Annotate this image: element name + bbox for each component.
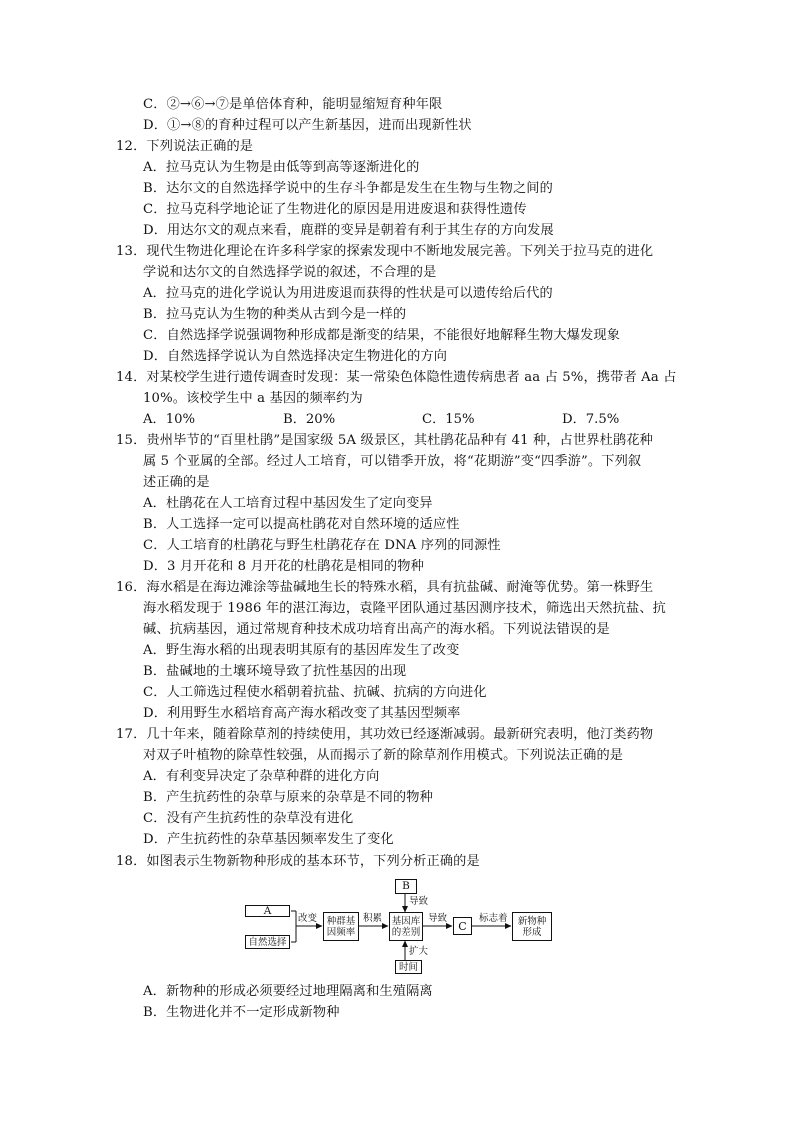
q14-stem-line1: 14．对某校学生进行遗传调查时发现：某一常染色体隐性遗传病患者 aa 占 5%，携带者 Aa 占: [116, 370, 677, 385]
box-b: B: [395, 879, 417, 894]
q17-option-c: C．没有产生抗药性的杂草没有进化: [143, 811, 354, 826]
q14-option-d: D．7.5%: [562, 412, 620, 427]
label-accumulate: 积累: [363, 913, 383, 924]
q14-option-b: B．20%: [283, 412, 336, 427]
label-change: 改变: [298, 913, 318, 924]
q18-stem: 18．如图表示生物新物种形成的基本环节，下列分析正确的是: [116, 854, 480, 869]
q15-stem-line1: 15．贵州毕节的“百里杜鹃”是国家级 5A 级景区，其杜鹃花品种有 41 种，占世界杜鹃花种: [116, 433, 653, 448]
q12-stem: 12．下列说法正确的是: [116, 139, 254, 154]
q15-option-a: A．杜鹃花在人工培育过程中基因发生了定向变异: [143, 496, 433, 511]
q15-stem-line3: 述正确的是: [143, 475, 210, 490]
q16-option-a: A．野生海水稻的出现表明其原有的基因库发生了改变: [143, 643, 460, 658]
q11-option-c: C．②→⑥→⑦是单倍体育种，能明显缩短育种年限: [143, 97, 443, 112]
box-gene-frequency-line1: 种群基: [326, 915, 356, 927]
q17-stem-line2: 对双子叶植物的除草性较强，从而揭示了新的除草剂作用模式。下列说法正确的是: [143, 748, 624, 763]
q15-option-b: B．人工选择一定可以提高杜鹃花对自然环境的适应性: [143, 517, 460, 532]
q16-stem-line3: 碱、抗病基因，通过常规育种技术成功培育出高产的海水稻。下列说法错误的是: [143, 622, 610, 637]
q13-option-d: D．自然选择学说认为自然选择决定生物进化的方向: [143, 349, 448, 364]
box-gene-pool-line2: 的差别: [391, 926, 421, 938]
box-gene-frequency-line2: 因频率: [326, 926, 356, 938]
q14-option-a: A．10%: [143, 412, 196, 427]
label-mark: 标志着: [479, 913, 508, 924]
q13-stem-line1: 13．现代生物进化理论在许多科学家的探索发现中不断地发展完善。下列关于拉马克的进化: [116, 244, 654, 259]
q17-stem-line1: 17．几十年来，随着除草剂的持续使用，其功效已经逐渐减弱。最新研究表明，他汀类药物: [116, 727, 654, 742]
box-gene-frequency: [323, 912, 359, 941]
q12-option-a: A．拉马克认为生物是由低等到高等逐渐进化的: [143, 160, 420, 175]
q18-option-b: B．生物进化并不一定形成新物种: [143, 1005, 340, 1020]
box-time: 时间: [395, 960, 422, 974]
box-new-species-line2: 形成: [522, 926, 542, 938]
box-new-species: [512, 912, 552, 941]
box-new-species-line1: 新物种: [517, 915, 547, 927]
label-lead-c: 导致: [428, 913, 448, 924]
q16-stem-line1: 16．海水稻是在海边滩涂等盐碱地生长的特殊水稻，具有抗盐碱、耐淹等优势。第一株野生: [116, 580, 654, 595]
q12-option-c: C．拉马克科学地论证了生物进化的原因是用进废退和获得性遗传: [143, 202, 527, 217]
q18-option-a: A．新物种的形成必须要经过地理隔离和生殖隔离: [143, 984, 433, 999]
label-expand: 扩大: [409, 946, 429, 957]
q17-option-d: D．产生抗药性的杂草基因频率发生了变化: [143, 832, 394, 847]
q13-option-c: C．自然选择学说强调物种形成都是渐变的结果，不能很好地解释生物大爆发现象: [143, 328, 621, 343]
q13-stem-line2: 学说和达尔文的自然选择学说的叙述，不合理的是: [143, 265, 437, 280]
q14-stem-line2: 10%。该校学生中 a 基因的频率约为: [143, 391, 363, 406]
box-gene-pool-difference: [389, 912, 423, 941]
q16-option-d: D．利用野生水稻培育高产海水稻改变了其基因型频率: [143, 706, 461, 721]
q17-option-a: A．有利变异决定了杂草种群的进化方向: [143, 769, 380, 784]
q15-stem-line2: 属 5 个亚属的全部。经过人工培育，可以错季开放，将“花期游”变“四季游”。下列叙: [143, 454, 642, 469]
label-lead-b: 导致: [409, 896, 429, 907]
box-gene-pool-line1: 基因库: [391, 915, 421, 927]
q14-option-c: C．15%: [422, 412, 475, 427]
q11-option-d: D．①→⑧的育种过程可以产生新基因，进而出现新性状: [143, 118, 472, 133]
q17-option-b: B．产生抗药性的杂草与原来的杂草是不同的物种: [143, 790, 433, 805]
q12-option-d: D．用达尔文的观点来看，鹿群的变异是朝着有利于其生存的方向发展: [143, 223, 554, 238]
box-natural-selection: 自然选择: [245, 935, 290, 949]
q15-option-d: D．3 月开花和 8 月开花的杜鹃花是相同的物种: [143, 559, 424, 574]
q12-option-b: B．达尔文的自然选择学说中的生存斗争都是发生在生物与生物之间的: [143, 181, 553, 196]
q13-option-b: B．拉马克认为生物的种类从古到今是一样的: [143, 307, 407, 322]
box-c: C: [453, 917, 472, 935]
q15-option-c: C．人工培育的杜鹃花与野生杜鹃花存在 DNA 序列的同源性: [143, 538, 501, 553]
q16-option-b: B．盐碱地的土壤环境导致了抗性基因的出现: [143, 664, 407, 679]
q13-option-a: A．拉马克的进化学说认为用进废退而获得的性状是可以遗传给后代的: [143, 286, 553, 301]
box-a: A: [245, 905, 290, 917]
q16-stem-line2: 海水稻发现于 1986 年的湛江海边，袁隆平团队通过基因测序技术，筛选出天然抗盐、抗: [143, 601, 666, 616]
q16-option-c: C．人工筛选过程使水稻朝着抗盐、抗碱、抗病的方向进化: [143, 685, 487, 700]
